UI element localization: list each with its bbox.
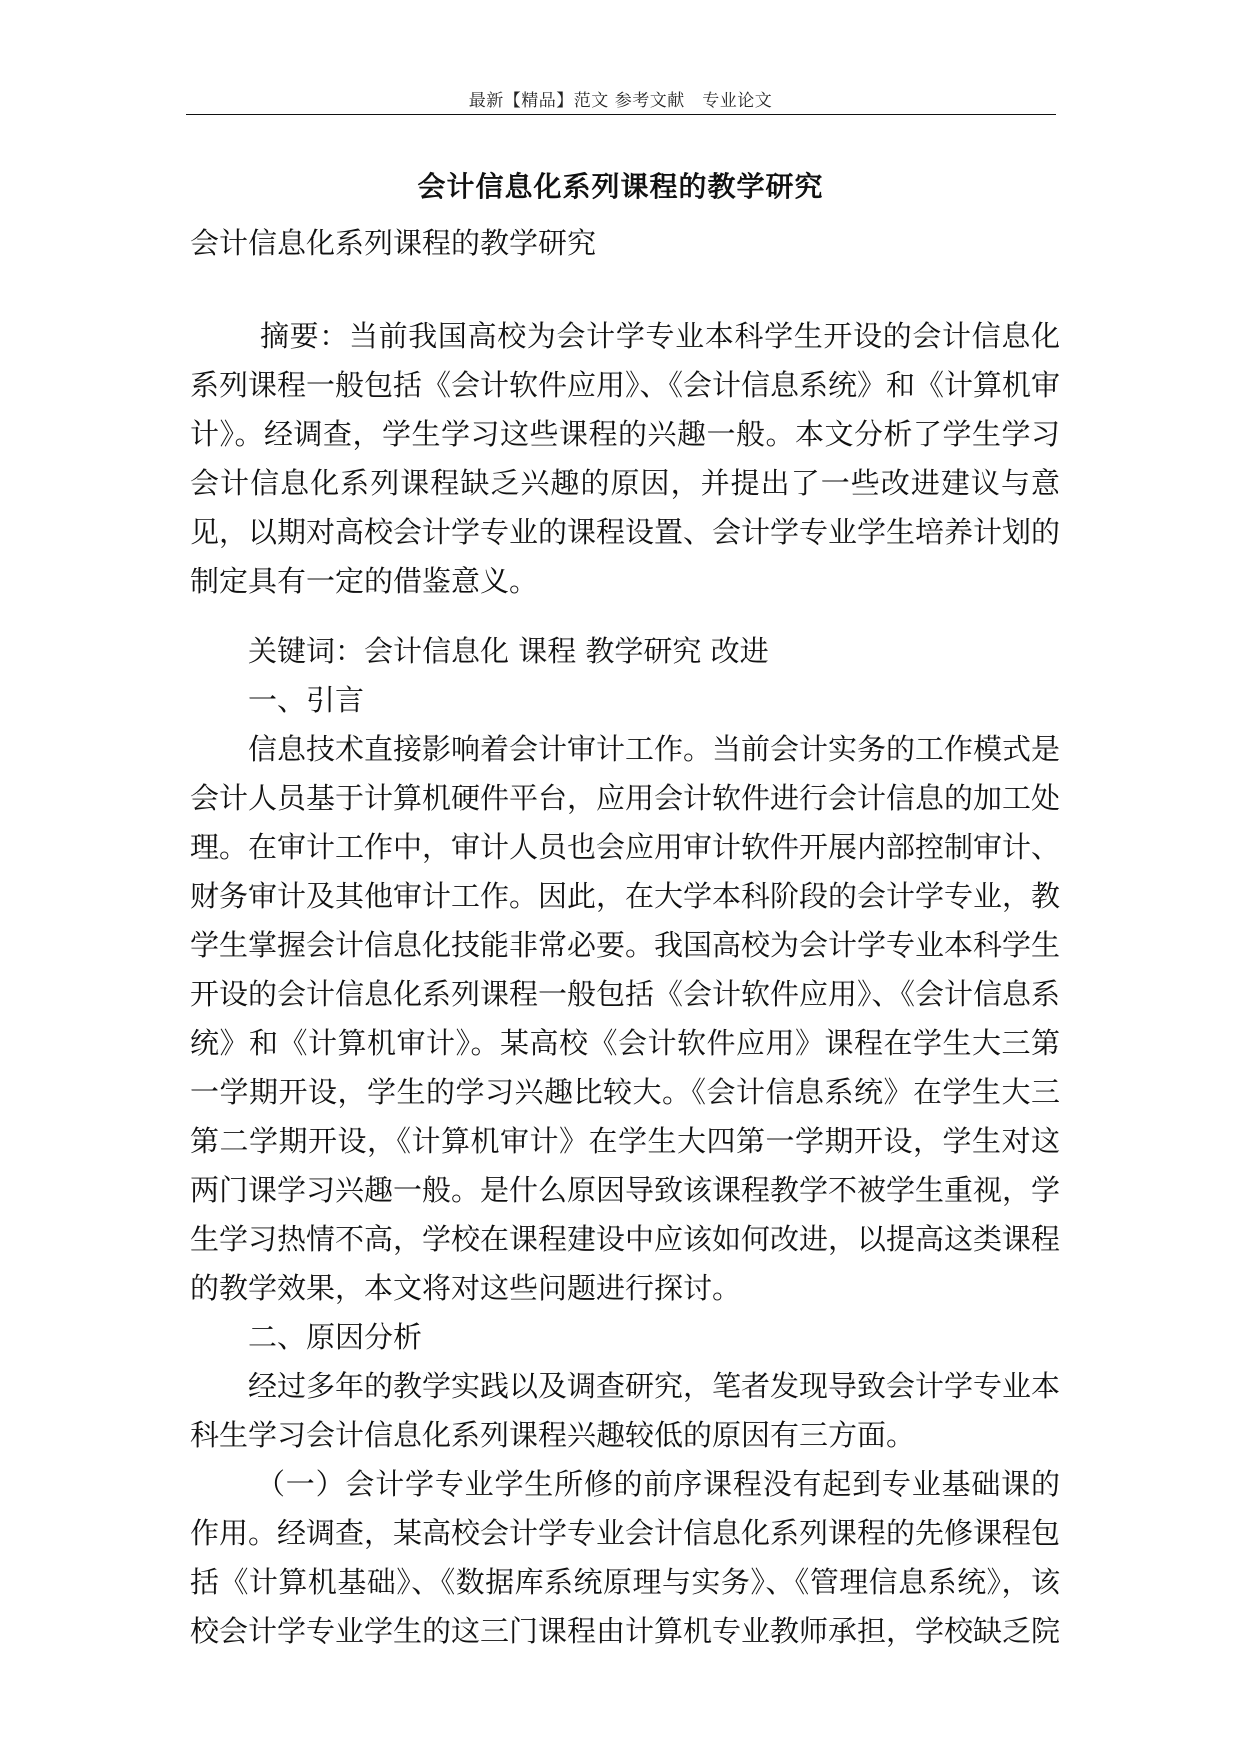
section-heading-introduction: 一、引言 (248, 683, 365, 717)
cause-analysis-paragraph: 经过多年的教学实践以及调查研究，笔者发现导致会计学专业本科生学习会计信息化系列课程兴趣较低的原因有三方面。 (190, 1369, 1061, 1452)
body-content (190, 676, 1060, 1656)
running-header: 最新【精品】范文 参考文献 专业论文 (468, 91, 773, 111)
document-subtitle: 会计信息化系列课程的教学研究 (190, 226, 597, 260)
header-divider (186, 114, 1056, 115)
document-title: 会计信息化系列课程的教学研究 (417, 170, 824, 203)
cause-analysis-subpoint-1: （一）会计学专业学生所修的前序课程没有起到专业基础课的作用。经调查，某高校会计学专业会计信息化系列课程的先修课程包括《计算机基础》、《数据库系统原理与实务》、《管理信息系统》，该校会计学专业学生的这三门课程由计算机专业教师承担，学校缺乏院 (190, 1467, 1061, 1648)
section-heading-cause-analysis: 二、原因分析 (248, 1320, 423, 1354)
keywords-line: 关键词：会计信息化 课程 教学研究 改进 (248, 634, 769, 668)
introduction-paragraph: 信息技术直接影响着会计审计工作。当前会计实务的工作模式是会计人员基于计算机硬件平台，应用会计软件进行会计信息的加工处理。在审计工作中，审计人员也会应用审计软件开展内部控制审计、财务审计及其他审计工作。因此，在大学本科阶段的会计学专业，教学生掌握会计信息化技能非常必要。我国高校为会计学专业本科学生开设的会计信息化系列课程一般包括《会计软件应用》、《会计信息系统》和《计算机审计》。某高校《会计软件应用》课程在学生大三第一学期开设，学生的学习兴趣比较大。《会计信息系统》在学生大三第二学期开设，《计算机审计》在学生大四第一学期开设，学生对这两门课学习兴趣一般。是什么原因导致该课程教学不被学生重视，学生学习热情不高，学校在课程建设中应该如何改进，以提高这类课程的教学效果，本文将对这些问题进行探讨。 (190, 732, 1061, 1305)
abstract-paragraph: 摘要：当前我国高校为会计学专业本科学生开设的会计信息化系列课程一般包括《会计软件应用》、《会计信息系统》和《计算机审计》。经调查，学生学习这些课程的兴趣一般。本文分析了学生学习会计信息化系列课程缺乏兴趣的原因，并提出了一些改进建议与意见，以期对高校会计学专业的课程设置、会计学专业学生培养计划的制定具有一定的借鉴意义。 (190, 319, 1061, 598)
